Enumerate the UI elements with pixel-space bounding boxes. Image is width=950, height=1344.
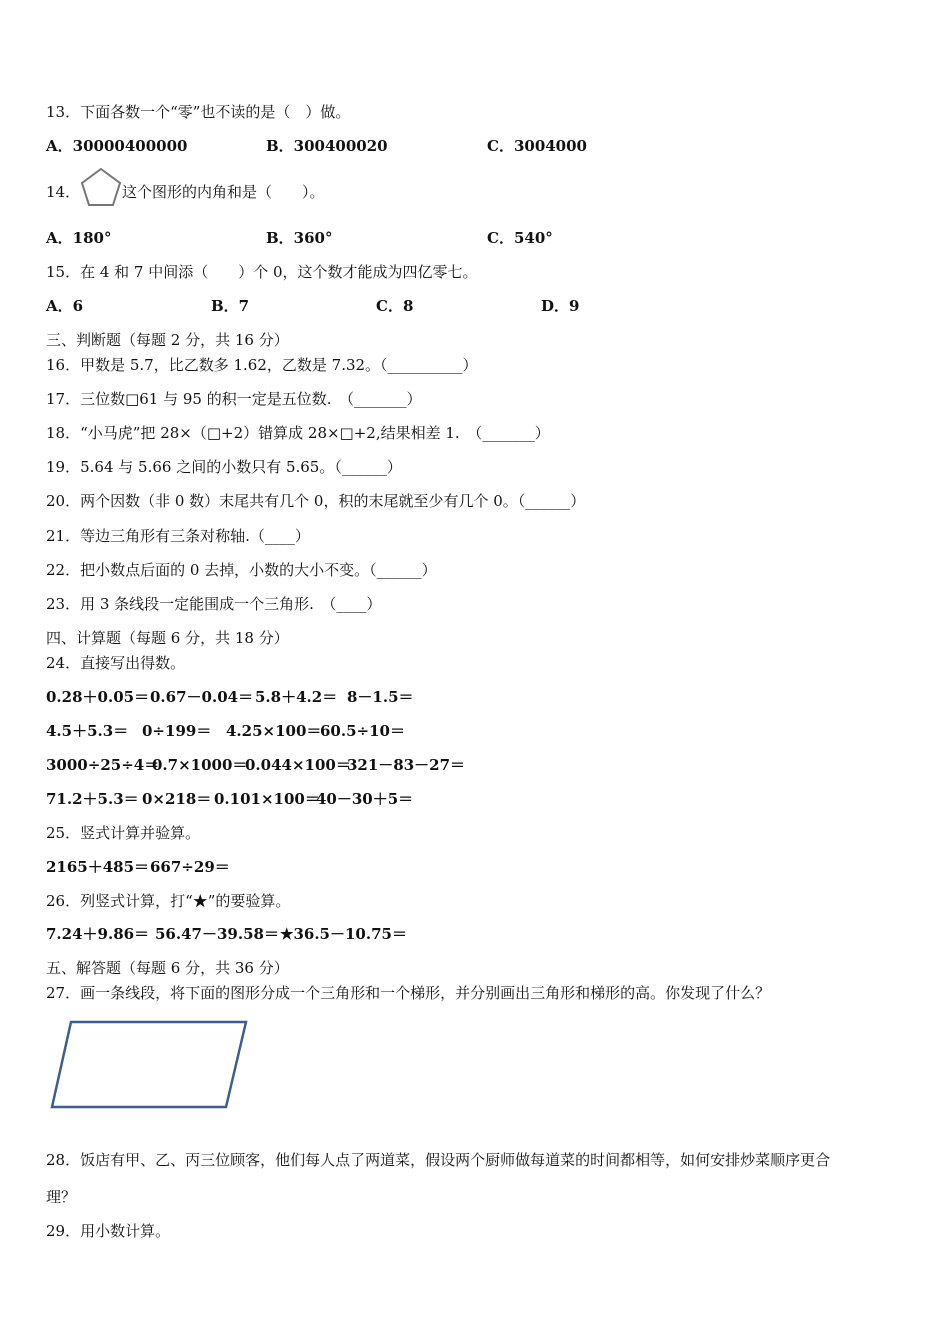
expression: ★36.5－10.75＝: [280, 925, 407, 943]
q15-option-b: B．7: [211, 297, 250, 315]
q14-option-a: A．180°: [46, 229, 112, 247]
question-15: 15．在 4 和 7 中间添（ ）个 0，这个数才能成为四亿零七。: [46, 263, 478, 281]
expression: 3000÷25÷4＝: [46, 756, 160, 774]
question-29: 29．用小数计算。: [46, 1222, 171, 1240]
expression: 0.28＋0.05＝: [46, 688, 150, 706]
section-4-heading: 四、计算题（每题 6 分，共 18 分）: [46, 629, 289, 647]
question-16: 16．甲数是 5.7，比乙数多 1.62，乙数是 7.32。（__________）: [46, 356, 478, 374]
parallelogram-figure: [48, 1018, 252, 1112]
pentagon-figure: [80, 167, 122, 209]
expression: 4.25×100＝: [226, 722, 322, 740]
question-19: 19．5.64 与 5.66 之间的小数只有 5.65。（______）: [46, 458, 402, 476]
q14-option-c: C．540°: [487, 229, 553, 247]
q15-option-d: D．9: [541, 297, 580, 315]
q13-option-a: A．30000400000: [46, 137, 188, 155]
expression: 5.8＋4.2＝: [255, 688, 338, 706]
q14-number: 14．: [46, 183, 81, 201]
question-22: 22．把小数点后面的 0 去掉，小数的大小不变。（______）: [46, 561, 437, 579]
expression: 0.101×100＝: [214, 790, 320, 808]
expression: 0.67－0.04＝: [150, 688, 254, 706]
expression: 0.044×100＝: [245, 756, 351, 774]
expression: 7.24＋9.86＝: [46, 925, 150, 943]
q14-option-b: B．360°: [266, 229, 333, 247]
question-17: 17．三位数□61 与 95 的积一定是五位数. （_______）: [46, 390, 422, 408]
expression: 8－1.5＝: [347, 688, 414, 706]
question-28-line-2: 理？: [46, 1188, 77, 1206]
q13-option-c: C．3004000: [487, 137, 587, 155]
expression: 56.47－39.58＝: [155, 925, 279, 943]
expression: 0.7×1000＝: [152, 756, 248, 774]
section-3-heading: 三、判断题（每题 2 分，共 16 分）: [46, 331, 289, 349]
question-28-line-1: 28．饭店有甲、乙、丙三位顾客，他们每人点了两道菜，假设两个厨师做每道菜的时间都相等，如何安排炒菜顺序更合: [46, 1151, 831, 1169]
question-27: 27．画一条线段，将下面的图形分成一个三角形和一个梯形，并分别画出三角形和梯形的高。你发现了什么？: [46, 984, 771, 1002]
question-20: 20．两个因数（非 0 数）末尾共有几个 0，积的末尾就至少有几个 0。（______）: [46, 492, 586, 510]
expression: 4.5＋5.3＝: [46, 722, 129, 740]
question-23: 23．用 3 条线段一定能围成一个三角形. （____）: [46, 595, 382, 613]
question-21: 21．等边三角形有三条对称轴.（____）: [46, 527, 310, 545]
expression: 0÷199＝: [142, 722, 212, 740]
question-26: 26．列竖式计算，打“★”的要验算。: [46, 892, 291, 910]
question-18: 18．“小马虎”把 28×（□+2）错算成 28×□+2,结果相差 1. （_______）: [46, 424, 550, 442]
expression: 40－30＋5＝: [316, 790, 414, 808]
question-14: 这个图形的内角和是（ ）。: [122, 183, 325, 201]
q13-option-b: B．300400020: [266, 137, 388, 155]
expression: 60.5÷10＝: [320, 722, 405, 740]
expression: 321－83－27＝: [347, 756, 466, 774]
expression: 71.2＋5.3＝: [46, 790, 139, 808]
question-24: 24．直接写出得数。: [46, 654, 186, 672]
expression: 667÷29＝: [150, 858, 230, 876]
q15-option-c: C．8: [376, 297, 414, 315]
question-25: 25．竖式计算并验算。: [46, 824, 201, 842]
section-5-heading: 五、解答题（每题 6 分，共 36 分）: [46, 959, 289, 977]
q15-option-a: A．6: [46, 297, 84, 315]
question-13: 13．下面各数一个“零”也不读的是（ ）做。: [46, 103, 351, 121]
expression: 0×218＝: [142, 790, 212, 808]
expression: 2165＋485＝: [46, 858, 150, 876]
